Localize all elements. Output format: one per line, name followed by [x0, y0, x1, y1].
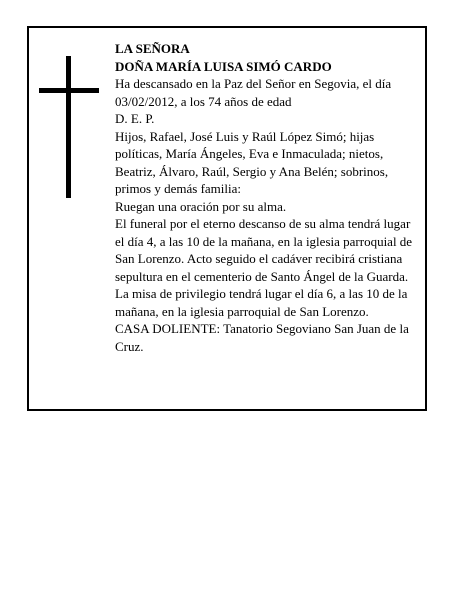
funeral-home: CASA DOLIENTE: Tanatorio Segoviano San Juan de la Cruz.: [115, 321, 409, 354]
obituary-text: [115, 40, 417, 355]
prayer-request: Ruegan una oración por su alma.: [115, 198, 287, 214]
rest-in-peace: D. E. P.: [115, 111, 155, 126]
funeral-details: El funeral por el eterno descanso de su alma tendrá lugar el día 4, a las 10 de la mañana, en la iglesia parroquial de San Lorenzo. Acto seguido el cadáver recibirá cristiana sepultura en el cementerio de Santo Ángel de la Guarda. La misa de privilegio tendrá lugar el día 6, a las 10 de la mañana, en la iglesia parroquial de San Lorenzo.: [115, 216, 413, 319]
obituary-notice: [27, 26, 427, 411]
title-line-1: LA SEÑORA: [115, 41, 190, 56]
cross-horizontal-bar: [39, 88, 99, 93]
family-list: Hijos, Rafael, José Luis y Raúl López Simó; hijas políticas, María Ángeles, Eva e Inmaculada; nietos, Beatriz, Álvaro, Raúl, Sergio y Ana Belén; sobrinos, primos y demás familia:: [115, 128, 389, 196]
death-announcement: Ha descansado en la Paz del Señor en Segovia, el día 03/02/2012, a los 74 años de edad: [115, 76, 392, 109]
cross-icon: [39, 56, 99, 198]
cross-vertical-bar: [66, 56, 71, 198]
deceased-name: DOÑA MARÍA LUISA SIMÓ CARDO: [115, 58, 332, 74]
